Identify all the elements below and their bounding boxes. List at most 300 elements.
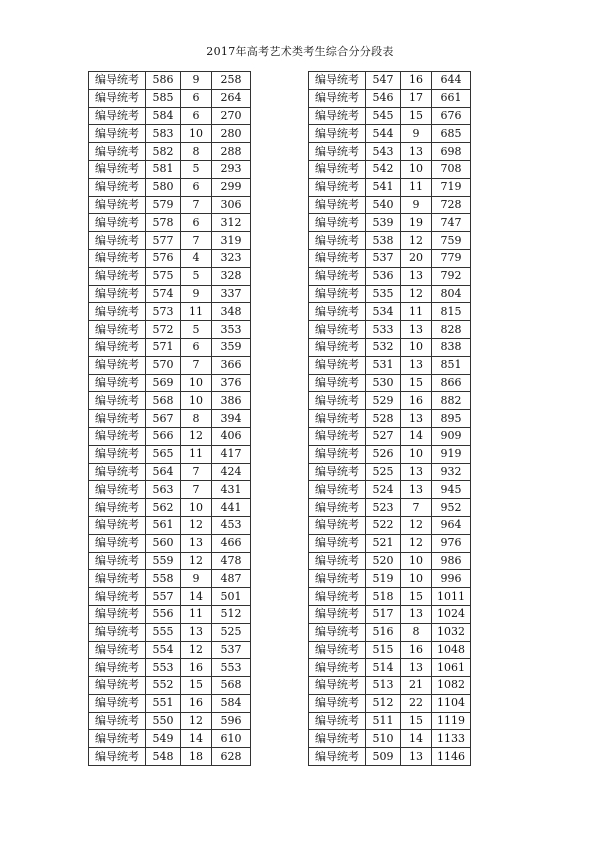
score-cell: 558 [146, 570, 181, 588]
score-cell: 565 [146, 445, 181, 463]
cumulative-cell: 1146 [432, 748, 471, 766]
cumulative-cell: 895 [432, 410, 471, 428]
score-cell: 523 [366, 499, 401, 517]
category-cell: 编导统考 [89, 338, 146, 356]
category-cell: 编导统考 [89, 410, 146, 428]
count-cell: 10 [401, 160, 432, 178]
cumulative-cell: 1082 [432, 677, 471, 695]
score-cell: 528 [366, 410, 401, 428]
table-row [309, 125, 471, 143]
cumulative-cell: 386 [212, 392, 251, 410]
table-row [89, 730, 251, 748]
cumulative-cell: 376 [212, 374, 251, 392]
score-cell: 524 [366, 481, 401, 499]
category-cell: 编导统考 [89, 552, 146, 570]
score-cell: 564 [146, 463, 181, 481]
table-row [89, 463, 251, 481]
category-cell: 编导统考 [89, 285, 146, 303]
count-cell: 9 [181, 570, 212, 588]
count-cell: 15 [401, 588, 432, 606]
table-row [89, 677, 251, 695]
score-cell: 548 [146, 748, 181, 766]
score-cell: 541 [366, 178, 401, 196]
category-cell: 编导统考 [309, 659, 366, 677]
table-row [89, 588, 251, 606]
score-cell: 567 [146, 410, 181, 428]
table-row [309, 588, 471, 606]
count-cell: 7 [181, 196, 212, 214]
cumulative-cell: 1133 [432, 730, 471, 748]
cumulative-cell: 537 [212, 641, 251, 659]
score-cell: 520 [366, 552, 401, 570]
score-cell: 563 [146, 481, 181, 499]
cumulative-cell: 866 [432, 374, 471, 392]
score-cell: 519 [366, 570, 401, 588]
table-row [309, 427, 471, 445]
count-cell: 13 [401, 410, 432, 428]
score-cell: 512 [366, 694, 401, 712]
score-cell: 574 [146, 285, 181, 303]
table-row [309, 285, 471, 303]
cumulative-cell: 293 [212, 160, 251, 178]
category-cell: 编导统考 [309, 89, 366, 107]
count-cell: 6 [181, 338, 212, 356]
table-row [89, 267, 251, 285]
cumulative-cell: 964 [432, 516, 471, 534]
table-row [309, 338, 471, 356]
cumulative-cell: 952 [432, 499, 471, 517]
count-cell: 13 [181, 534, 212, 552]
table-row [89, 143, 251, 161]
count-cell: 4 [181, 249, 212, 267]
table-row [89, 481, 251, 499]
table-row [309, 267, 471, 285]
count-cell: 9 [181, 72, 212, 90]
cumulative-cell: 719 [432, 178, 471, 196]
table-row [309, 712, 471, 730]
count-cell: 13 [401, 321, 432, 339]
score-table-right [308, 71, 471, 766]
score-cell: 578 [146, 214, 181, 232]
table-row [89, 712, 251, 730]
cumulative-cell: 264 [212, 89, 251, 107]
cumulative-cell: 661 [432, 89, 471, 107]
count-cell: 13 [401, 481, 432, 499]
table-row [89, 285, 251, 303]
count-cell: 5 [181, 160, 212, 178]
cumulative-cell: 312 [212, 214, 251, 232]
category-cell: 编导统考 [89, 196, 146, 214]
count-cell: 10 [401, 445, 432, 463]
cumulative-cell: 348 [212, 303, 251, 321]
count-cell: 6 [181, 89, 212, 107]
table-row [309, 392, 471, 410]
table-row [309, 748, 471, 766]
count-cell: 15 [181, 677, 212, 695]
count-cell: 14 [181, 588, 212, 606]
table-row [89, 410, 251, 428]
category-cell: 编导统考 [89, 605, 146, 623]
table-row [309, 232, 471, 250]
score-cell: 515 [366, 641, 401, 659]
score-cell: 572 [146, 321, 181, 339]
table-row [89, 427, 251, 445]
cumulative-cell: 406 [212, 427, 251, 445]
count-cell: 10 [181, 392, 212, 410]
score-cell: 571 [146, 338, 181, 356]
category-cell: 编导统考 [309, 463, 366, 481]
cumulative-cell: 1119 [432, 712, 471, 730]
category-cell: 编导统考 [309, 178, 366, 196]
cumulative-cell: 1011 [432, 588, 471, 606]
cumulative-cell: 610 [212, 730, 251, 748]
table-row [309, 659, 471, 677]
score-cell: 542 [366, 160, 401, 178]
cumulative-cell: 525 [212, 623, 251, 641]
table-row [309, 214, 471, 232]
category-cell: 编导统考 [309, 356, 366, 374]
cumulative-cell: 288 [212, 143, 251, 161]
table-row [309, 641, 471, 659]
table-row [309, 321, 471, 339]
count-cell: 12 [181, 552, 212, 570]
count-cell: 7 [401, 499, 432, 517]
cumulative-cell: 1048 [432, 641, 471, 659]
category-cell: 编导统考 [309, 285, 366, 303]
cumulative-cell: 945 [432, 481, 471, 499]
score-cell: 568 [146, 392, 181, 410]
category-cell: 编导统考 [309, 641, 366, 659]
score-cell: 579 [146, 196, 181, 214]
category-cell: 编导统考 [89, 748, 146, 766]
count-cell: 9 [401, 196, 432, 214]
count-cell: 13 [401, 748, 432, 766]
table-row [309, 72, 471, 90]
score-cell: 560 [146, 534, 181, 552]
category-cell: 编导统考 [89, 374, 146, 392]
table-row [89, 641, 251, 659]
count-cell: 12 [401, 232, 432, 250]
score-cell: 544 [366, 125, 401, 143]
score-cell: 585 [146, 89, 181, 107]
category-cell: 编导统考 [309, 534, 366, 552]
category-cell: 编导统考 [89, 499, 146, 517]
table-row [89, 516, 251, 534]
count-cell: 13 [401, 356, 432, 374]
count-cell: 8 [401, 623, 432, 641]
count-cell: 10 [401, 552, 432, 570]
category-cell: 编导统考 [309, 267, 366, 285]
category-cell: 编导统考 [309, 321, 366, 339]
count-cell: 10 [401, 338, 432, 356]
table-row [89, 125, 251, 143]
category-cell: 编导统考 [309, 249, 366, 267]
score-cell: 543 [366, 143, 401, 161]
cumulative-cell: 804 [432, 285, 471, 303]
category-cell: 编导统考 [89, 588, 146, 606]
table-row [309, 249, 471, 267]
category-cell: 编导统考 [89, 623, 146, 641]
score-cell: 545 [366, 107, 401, 125]
score-cell: 514 [366, 659, 401, 677]
table-row [309, 196, 471, 214]
count-cell: 13 [401, 463, 432, 481]
table-row [89, 356, 251, 374]
score-cell: 529 [366, 392, 401, 410]
score-cell: 511 [366, 712, 401, 730]
score-cell: 586 [146, 72, 181, 90]
category-cell: 编导统考 [309, 730, 366, 748]
score-cell: 516 [366, 623, 401, 641]
cumulative-cell: 258 [212, 72, 251, 90]
table-row [309, 445, 471, 463]
cumulative-cell: 417 [212, 445, 251, 463]
table-row [89, 570, 251, 588]
cumulative-cell: 1032 [432, 623, 471, 641]
score-cell: 555 [146, 623, 181, 641]
table-row [309, 160, 471, 178]
count-cell: 6 [181, 214, 212, 232]
category-cell: 编导统考 [309, 570, 366, 588]
count-cell: 12 [401, 516, 432, 534]
table-row [309, 107, 471, 125]
count-cell: 8 [181, 410, 212, 428]
score-table-left [88, 71, 251, 766]
category-cell: 编导统考 [89, 214, 146, 232]
score-cell: 556 [146, 605, 181, 623]
table-row [89, 196, 251, 214]
count-cell: 22 [401, 694, 432, 712]
score-cell: 521 [366, 534, 401, 552]
category-cell: 编导统考 [309, 214, 366, 232]
cumulative-cell: 487 [212, 570, 251, 588]
score-cell: 577 [146, 232, 181, 250]
count-cell: 20 [401, 249, 432, 267]
table-row [309, 605, 471, 623]
table-row [309, 481, 471, 499]
table-row [309, 410, 471, 428]
table-row [89, 374, 251, 392]
table-row [89, 748, 251, 766]
table-row [89, 321, 251, 339]
score-cell: 522 [366, 516, 401, 534]
cumulative-cell: 996 [432, 570, 471, 588]
category-cell: 编导统考 [89, 677, 146, 695]
category-cell: 编导统考 [309, 374, 366, 392]
score-cell: 570 [146, 356, 181, 374]
category-cell: 编导统考 [309, 588, 366, 606]
cumulative-cell: 553 [212, 659, 251, 677]
score-cell: 546 [366, 89, 401, 107]
score-cell: 583 [146, 125, 181, 143]
cumulative-cell: 1024 [432, 605, 471, 623]
category-cell: 编导统考 [309, 748, 366, 766]
cumulative-cell: 851 [432, 356, 471, 374]
cumulative-cell: 828 [432, 321, 471, 339]
score-cell: 513 [366, 677, 401, 695]
category-cell: 编导统考 [89, 321, 146, 339]
score-cell: 535 [366, 285, 401, 303]
table-row [309, 143, 471, 161]
category-cell: 编导统考 [309, 160, 366, 178]
category-cell: 编导统考 [309, 552, 366, 570]
table-row [89, 499, 251, 517]
category-cell: 编导统考 [309, 392, 366, 410]
cumulative-cell: 441 [212, 499, 251, 517]
score-cell: 559 [146, 552, 181, 570]
score-cell: 518 [366, 588, 401, 606]
count-cell: 16 [401, 72, 432, 90]
cumulative-cell: 584 [212, 694, 251, 712]
score-cell: 549 [146, 730, 181, 748]
count-cell: 16 [401, 392, 432, 410]
table-row [309, 374, 471, 392]
category-cell: 编导统考 [309, 232, 366, 250]
table-row [309, 463, 471, 481]
table-row [309, 730, 471, 748]
category-cell: 编导统考 [89, 143, 146, 161]
category-cell: 编导统考 [89, 303, 146, 321]
count-cell: 12 [181, 641, 212, 659]
cumulative-cell: 685 [432, 125, 471, 143]
count-cell: 11 [401, 303, 432, 321]
category-cell: 编导统考 [89, 160, 146, 178]
count-cell: 12 [401, 285, 432, 303]
cumulative-cell: 323 [212, 249, 251, 267]
table-row [89, 605, 251, 623]
category-cell: 编导统考 [89, 641, 146, 659]
score-cell: 584 [146, 107, 181, 125]
count-cell: 13 [181, 623, 212, 641]
cumulative-cell: 792 [432, 267, 471, 285]
category-cell: 编导统考 [309, 677, 366, 695]
count-cell: 13 [401, 659, 432, 677]
count-cell: 7 [181, 356, 212, 374]
category-cell: 编导统考 [309, 516, 366, 534]
cumulative-cell: 337 [212, 285, 251, 303]
category-cell: 编导统考 [89, 516, 146, 534]
table-row [309, 178, 471, 196]
score-cell: 561 [146, 516, 181, 534]
count-cell: 12 [181, 712, 212, 730]
count-cell: 15 [401, 374, 432, 392]
score-cell: 540 [366, 196, 401, 214]
category-cell: 编导统考 [309, 623, 366, 641]
table-row [309, 516, 471, 534]
table-row [89, 249, 251, 267]
score-cell: 534 [366, 303, 401, 321]
category-cell: 编导统考 [89, 712, 146, 730]
table-row [89, 89, 251, 107]
category-cell: 编导统考 [89, 463, 146, 481]
count-cell: 9 [181, 285, 212, 303]
score-cell: 580 [146, 178, 181, 196]
category-cell: 编导统考 [89, 694, 146, 712]
cumulative-cell: 1104 [432, 694, 471, 712]
score-cell: 554 [146, 641, 181, 659]
cumulative-cell: 568 [212, 677, 251, 695]
category-cell: 编导统考 [309, 125, 366, 143]
category-cell: 编导统考 [309, 481, 366, 499]
cumulative-cell: 359 [212, 338, 251, 356]
cumulative-cell: 353 [212, 321, 251, 339]
count-cell: 16 [401, 641, 432, 659]
table-row [89, 303, 251, 321]
count-cell: 6 [181, 107, 212, 125]
score-cell: 526 [366, 445, 401, 463]
cumulative-cell: 919 [432, 445, 471, 463]
cumulative-cell: 976 [432, 534, 471, 552]
table-row [89, 623, 251, 641]
count-cell: 12 [181, 427, 212, 445]
score-cell: 532 [366, 338, 401, 356]
category-cell: 编导统考 [89, 267, 146, 285]
table-row [89, 72, 251, 90]
score-cell: 573 [146, 303, 181, 321]
cumulative-cell: 932 [432, 463, 471, 481]
count-cell: 10 [181, 125, 212, 143]
table-row [309, 89, 471, 107]
category-cell: 编导统考 [309, 605, 366, 623]
table-row [89, 392, 251, 410]
category-cell: 编导统考 [309, 712, 366, 730]
table-row [89, 160, 251, 178]
score-cell: 533 [366, 321, 401, 339]
cumulative-cell: 424 [212, 463, 251, 481]
cumulative-cell: 759 [432, 232, 471, 250]
score-cell: 562 [146, 499, 181, 517]
category-cell: 编导统考 [89, 534, 146, 552]
table-row [89, 659, 251, 677]
category-cell: 编导统考 [89, 570, 146, 588]
table-row [309, 303, 471, 321]
count-cell: 18 [181, 748, 212, 766]
table-row [309, 552, 471, 570]
cumulative-cell: 838 [432, 338, 471, 356]
table-row [89, 178, 251, 196]
count-cell: 13 [401, 143, 432, 161]
score-cell: 537 [366, 249, 401, 267]
cumulative-cell: 698 [432, 143, 471, 161]
count-cell: 13 [401, 267, 432, 285]
cumulative-cell: 299 [212, 178, 251, 196]
count-cell: 11 [181, 303, 212, 321]
cumulative-cell: 512 [212, 605, 251, 623]
category-cell: 编导统考 [89, 249, 146, 267]
cumulative-cell: 628 [212, 748, 251, 766]
count-cell: 10 [181, 499, 212, 517]
count-cell: 11 [401, 178, 432, 196]
page-title: 2017年高考艺术类考生综合分分段表 [206, 45, 394, 58]
score-cell: 539 [366, 214, 401, 232]
count-cell: 21 [401, 677, 432, 695]
category-cell: 编导统考 [309, 499, 366, 517]
cumulative-cell: 676 [432, 107, 471, 125]
count-cell: 10 [401, 570, 432, 588]
cumulative-cell: 644 [432, 72, 471, 90]
cumulative-cell: 431 [212, 481, 251, 499]
cumulative-cell: 306 [212, 196, 251, 214]
score-cell: 525 [366, 463, 401, 481]
category-cell: 编导统考 [89, 356, 146, 374]
table-row [89, 534, 251, 552]
score-cell: 576 [146, 249, 181, 267]
category-cell: 编导统考 [89, 659, 146, 677]
category-cell: 编导统考 [309, 338, 366, 356]
count-cell: 16 [181, 659, 212, 677]
category-cell: 编导统考 [89, 72, 146, 90]
table-row [309, 534, 471, 552]
